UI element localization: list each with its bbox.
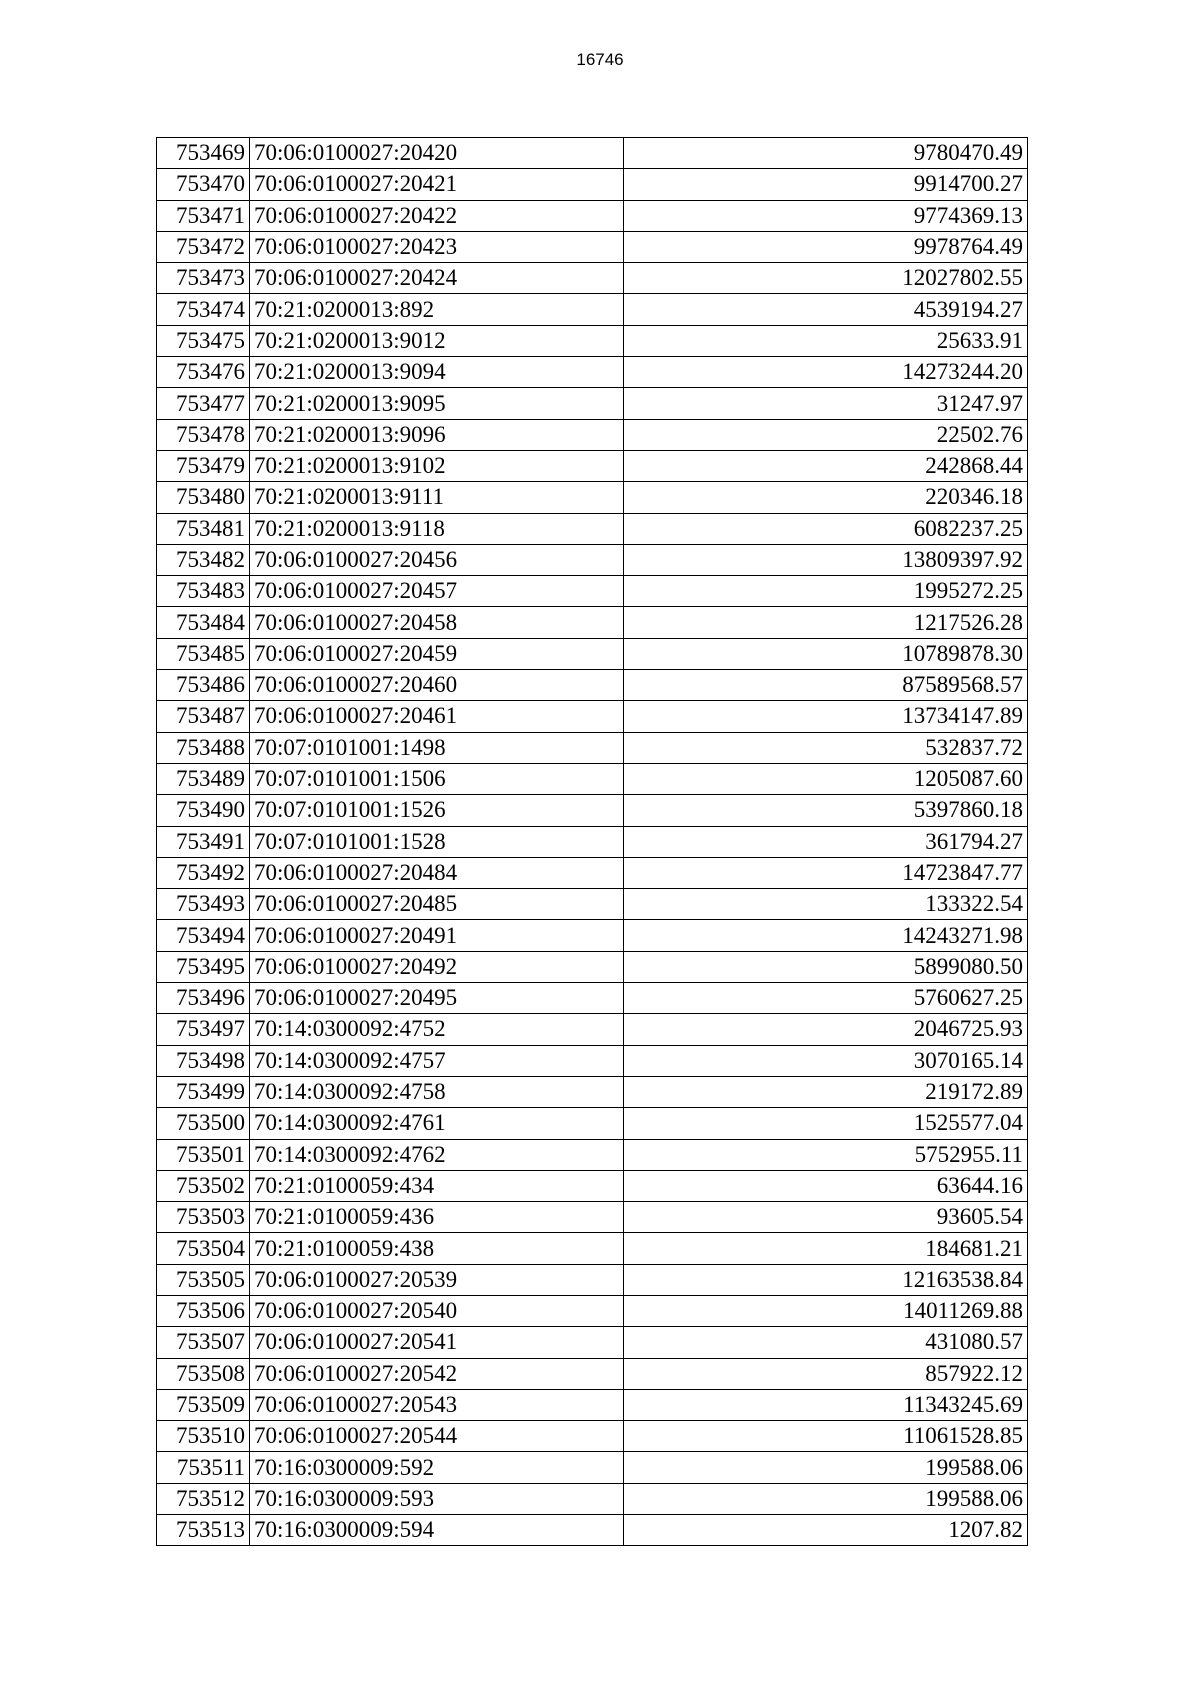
cadastral-number-cell: 70:16:0300009:592 <box>250 1452 624 1483</box>
cadastral-number-cell: 70:21:0100059:436 <box>250 1202 624 1233</box>
row-number-cell: 753489 <box>157 763 250 794</box>
row-number-cell: 753495 <box>157 951 250 982</box>
cadastral-value-cell: 1217526.28 <box>624 607 1028 638</box>
table-row <box>157 138 1028 169</box>
table-row <box>157 857 1028 888</box>
row-number-cell: 753473 <box>157 263 250 294</box>
table-row <box>157 388 1028 419</box>
row-number-cell: 753480 <box>157 482 250 513</box>
table-row <box>157 1108 1028 1139</box>
table-row <box>157 419 1028 450</box>
cadastral-number-cell: 70:14:0300092:4757 <box>250 1045 624 1076</box>
table-row <box>157 1515 1028 1546</box>
cadastral-number-cell: 70:14:0300092:4761 <box>250 1108 624 1139</box>
cadastral-value-cell: 11061528.85 <box>624 1421 1028 1452</box>
cadastral-number-cell: 70:21:0200013:9118 <box>250 513 624 544</box>
cadastral-value-cell: 63644.16 <box>624 1170 1028 1201</box>
cadastral-value-cell: 6082237.25 <box>624 513 1028 544</box>
row-number-cell: 753510 <box>157 1421 250 1452</box>
cadastral-value-cell: 93605.54 <box>624 1202 1028 1233</box>
cadastral-value-cell: 242868.44 <box>624 450 1028 481</box>
cadastral-number-cell: 70:21:0200013:9012 <box>250 325 624 356</box>
table-row <box>157 325 1028 356</box>
row-number-cell: 753485 <box>157 638 250 669</box>
cadastral-number-cell: 70:06:0100027:20459 <box>250 638 624 669</box>
table-row <box>157 1327 1028 1358</box>
cadastral-number-cell: 70:21:0200013:9111 <box>250 482 624 513</box>
cadastral-number-cell: 70:21:0100059:438 <box>250 1233 624 1264</box>
table-row <box>157 1170 1028 1201</box>
cadastral-number-cell: 70:21:0200013:892 <box>250 294 624 325</box>
row-number-cell: 753483 <box>157 576 250 607</box>
cadastral-number-cell: 70:16:0300009:594 <box>250 1515 624 1546</box>
cadastral-value-cell: 9780470.49 <box>624 138 1028 169</box>
cadastral-value-cell: 857922.12 <box>624 1358 1028 1389</box>
cadastral-number-cell: 70:06:0100027:20495 <box>250 983 624 1014</box>
table-row <box>157 983 1028 1014</box>
row-number-cell: 753470 <box>157 169 250 200</box>
table-row <box>157 951 1028 982</box>
cadastral-number-cell: 70:07:0101001:1498 <box>250 732 624 763</box>
row-number-cell: 753472 <box>157 231 250 262</box>
cadastral-value-cell: 199588.06 <box>624 1483 1028 1514</box>
table-row <box>157 513 1028 544</box>
cadastral-number-cell: 70:06:0100027:20457 <box>250 576 624 607</box>
cadastral-value-cell: 22502.76 <box>624 419 1028 450</box>
cadastral-value-cell: 14723847.77 <box>624 857 1028 888</box>
cadastral-value-cell: 361794.27 <box>624 826 1028 857</box>
cadastral-value-cell: 87589568.57 <box>624 670 1028 701</box>
row-number-cell: 753469 <box>157 138 250 169</box>
cadastral-number-cell: 70:21:0200013:9096 <box>250 419 624 450</box>
row-number-cell: 753494 <box>157 920 250 951</box>
table-row <box>157 732 1028 763</box>
table-row <box>157 1389 1028 1420</box>
table-row <box>157 826 1028 857</box>
row-number-cell: 753509 <box>157 1389 250 1420</box>
cadastral-value-cell: 13809397.92 <box>624 544 1028 575</box>
table-row <box>157 357 1028 388</box>
table-row <box>157 1295 1028 1326</box>
row-number-cell: 753507 <box>157 1327 250 1358</box>
row-number-cell: 753513 <box>157 1515 250 1546</box>
row-number-cell: 753479 <box>157 450 250 481</box>
cadastral-number-cell: 70:14:0300092:4752 <box>250 1014 624 1045</box>
cadastral-value-cell: 14243271.98 <box>624 920 1028 951</box>
table-row <box>157 450 1028 481</box>
table-row <box>157 638 1028 669</box>
row-number-cell: 753478 <box>157 419 250 450</box>
cadastral-number-cell: 70:06:0100027:20542 <box>250 1358 624 1389</box>
table-row <box>157 263 1028 294</box>
row-number-cell: 753471 <box>157 200 250 231</box>
row-number-cell: 753487 <box>157 701 250 732</box>
row-number-cell: 753504 <box>157 1233 250 1264</box>
row-number-cell: 753491 <box>157 826 250 857</box>
row-number-cell: 753481 <box>157 513 250 544</box>
cadastral-value-cell: 219172.89 <box>624 1076 1028 1107</box>
cadastral-value-cell: 199588.06 <box>624 1452 1028 1483</box>
table-row <box>157 482 1028 513</box>
cadastral-number-cell: 70:06:0100027:20460 <box>250 670 624 701</box>
cadastral-number-cell: 70:06:0100027:20456 <box>250 544 624 575</box>
cadastral-number-cell: 70:06:0100027:20540 <box>250 1295 624 1326</box>
row-number-cell: 753476 <box>157 357 250 388</box>
row-number-cell: 753496 <box>157 983 250 1014</box>
row-number-cell: 753477 <box>157 388 250 419</box>
row-number-cell: 753497 <box>157 1014 250 1045</box>
cadastral-value-cell: 12163538.84 <box>624 1264 1028 1295</box>
cadastral-number-cell: 70:06:0100027:20539 <box>250 1264 624 1295</box>
cadastral-value-cell: 31247.97 <box>624 388 1028 419</box>
row-number-cell: 753486 <box>157 670 250 701</box>
table-row <box>157 670 1028 701</box>
cadastral-value-cell: 12027802.55 <box>624 263 1028 294</box>
cadastral-number-cell: 70:21:0100059:434 <box>250 1170 624 1201</box>
cadastral-value-cell: 220346.18 <box>624 482 1028 513</box>
row-number-cell: 753493 <box>157 889 250 920</box>
cadastral-value-cell: 4539194.27 <box>624 294 1028 325</box>
table-row <box>157 576 1028 607</box>
table-row <box>157 1452 1028 1483</box>
table-row <box>157 1264 1028 1295</box>
cadastral-value-cell: 25633.91 <box>624 325 1028 356</box>
cadastral-number-cell: 70:06:0100027:20423 <box>250 231 624 262</box>
row-number-cell: 753475 <box>157 325 250 356</box>
cadastral-number-cell: 70:07:0101001:1528 <box>250 826 624 857</box>
cadastral-number-cell: 70:06:0100027:20491 <box>250 920 624 951</box>
table-body <box>157 138 1028 1546</box>
cadastral-value-cell: 14273244.20 <box>624 357 1028 388</box>
cadastral-value-cell: 133322.54 <box>624 889 1028 920</box>
cadastral-value-cell: 1525577.04 <box>624 1108 1028 1139</box>
cadastral-number-cell: 70:14:0300092:4762 <box>250 1139 624 1170</box>
cadastral-value-cell: 9978764.49 <box>624 231 1028 262</box>
cadastral-value-table <box>156 137 1028 1546</box>
table-row <box>157 1358 1028 1389</box>
row-number-cell: 753503 <box>157 1202 250 1233</box>
cadastral-value-cell: 5760627.25 <box>624 983 1028 1014</box>
row-number-cell: 753499 <box>157 1076 250 1107</box>
cadastral-value-cell: 9914700.27 <box>624 169 1028 200</box>
cadastral-number-cell: 70:14:0300092:4758 <box>250 1076 624 1107</box>
cadastral-value-cell: 11343245.69 <box>624 1389 1028 1420</box>
cadastral-value-cell: 1995272.25 <box>624 576 1028 607</box>
cadastral-value-cell: 10789878.30 <box>624 638 1028 669</box>
table-row <box>157 1014 1028 1045</box>
cadastral-number-cell: 70:07:0101001:1506 <box>250 763 624 794</box>
row-number-cell: 753505 <box>157 1264 250 1295</box>
row-number-cell: 753501 <box>157 1139 250 1170</box>
cadastral-number-cell: 70:21:0200013:9094 <box>250 357 624 388</box>
cadastral-value-cell: 5899080.50 <box>624 951 1028 982</box>
table-row <box>157 1233 1028 1264</box>
row-number-cell: 753508 <box>157 1358 250 1389</box>
cadastral-number-cell: 70:06:0100027:20421 <box>250 169 624 200</box>
cadastral-number-cell: 70:06:0100027:20424 <box>250 263 624 294</box>
row-number-cell: 753488 <box>157 732 250 763</box>
cadastral-value-cell: 2046725.93 <box>624 1014 1028 1045</box>
row-number-cell: 753500 <box>157 1108 250 1139</box>
table-row <box>157 1202 1028 1233</box>
cadastral-number-cell: 70:06:0100027:20420 <box>250 138 624 169</box>
row-number-cell: 753484 <box>157 607 250 638</box>
cadastral-value-cell: 532837.72 <box>624 732 1028 763</box>
table-row <box>157 1045 1028 1076</box>
cadastral-number-cell: 70:07:0101001:1526 <box>250 795 624 826</box>
cadastral-number-cell: 70:21:0200013:9102 <box>250 450 624 481</box>
cadastral-value-cell: 1205087.60 <box>624 763 1028 794</box>
row-number-cell: 753482 <box>157 544 250 575</box>
cadastral-value-cell: 5752955.11 <box>624 1139 1028 1170</box>
row-number-cell: 753512 <box>157 1483 250 1514</box>
cadastral-value-cell: 5397860.18 <box>624 795 1028 826</box>
row-number-cell: 753511 <box>157 1452 250 1483</box>
cadastral-value-cell: 3070165.14 <box>624 1045 1028 1076</box>
table-row <box>157 1139 1028 1170</box>
table-row <box>157 763 1028 794</box>
table-row <box>157 607 1028 638</box>
table-row <box>157 920 1028 951</box>
table-row <box>157 200 1028 231</box>
cadastral-value-cell: 13734147.89 <box>624 701 1028 732</box>
row-number-cell: 753492 <box>157 857 250 888</box>
table-row <box>157 795 1028 826</box>
table-row <box>157 1483 1028 1514</box>
cadastral-number-cell: 70:16:0300009:593 <box>250 1483 624 1514</box>
cadastral-number-cell: 70:06:0100027:20485 <box>250 889 624 920</box>
cadastral-value-cell: 14011269.88 <box>624 1295 1028 1326</box>
row-number-cell: 753502 <box>157 1170 250 1201</box>
cadastral-value-cell: 9774369.13 <box>624 200 1028 231</box>
cadastral-number-cell: 70:06:0100027:20484 <box>250 857 624 888</box>
table-row <box>157 889 1028 920</box>
cadastral-value-cell: 431080.57 <box>624 1327 1028 1358</box>
cadastral-number-cell: 70:06:0100027:20422 <box>250 200 624 231</box>
cadastral-number-cell: 70:06:0100027:20492 <box>250 951 624 982</box>
page-number: 16746 <box>576 50 624 69</box>
table-row <box>157 1076 1028 1107</box>
row-number-cell: 753490 <box>157 795 250 826</box>
table-row <box>157 544 1028 575</box>
cadastral-number-cell: 70:06:0100027:20458 <box>250 607 624 638</box>
cadastral-value-cell: 184681.21 <box>624 1233 1028 1264</box>
row-number-cell: 753474 <box>157 294 250 325</box>
cadastral-number-cell: 70:06:0100027:20461 <box>250 701 624 732</box>
cadastral-number-cell: 70:06:0100027:20541 <box>250 1327 624 1358</box>
table-row <box>157 169 1028 200</box>
table-row <box>157 1421 1028 1452</box>
table-row <box>157 701 1028 732</box>
cadastral-value-cell: 1207.82 <box>624 1515 1028 1546</box>
row-number-cell: 753498 <box>157 1045 250 1076</box>
cadastral-number-cell: 70:06:0100027:20544 <box>250 1421 624 1452</box>
cadastral-number-cell: 70:06:0100027:20543 <box>250 1389 624 1420</box>
cadastral-number-cell: 70:21:0200013:9095 <box>250 388 624 419</box>
table-row <box>157 231 1028 262</box>
table-row <box>157 294 1028 325</box>
row-number-cell: 753506 <box>157 1295 250 1326</box>
